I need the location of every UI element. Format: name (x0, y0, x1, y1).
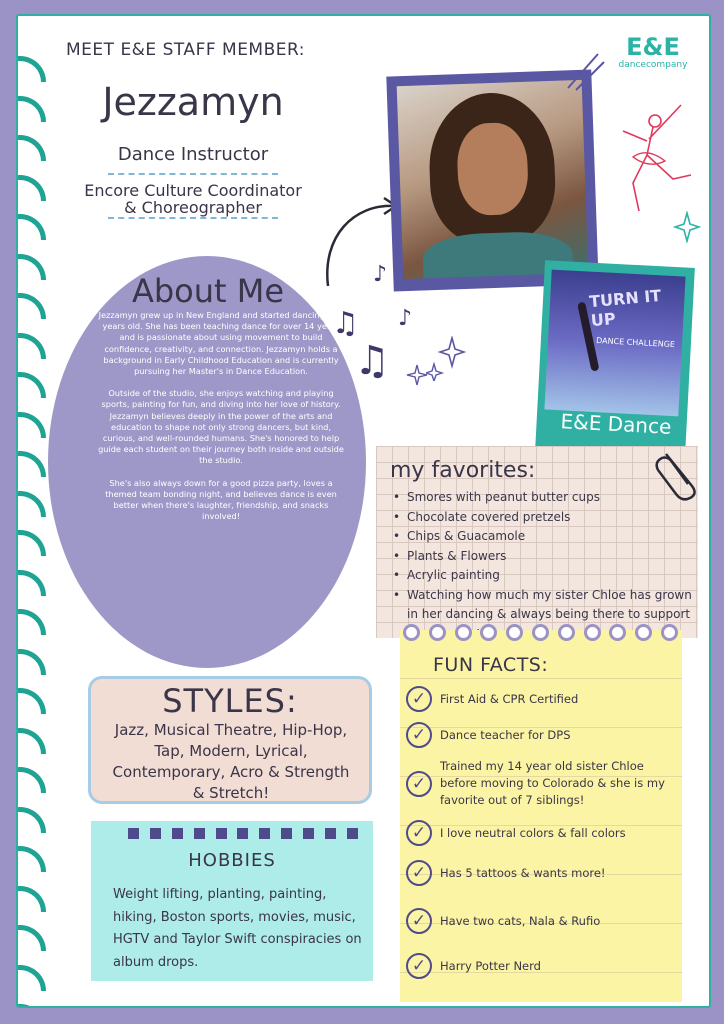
check-circle-icon: ✓ (406, 686, 432, 712)
sparkle-icon (406, 364, 428, 386)
spiral-ring (16, 372, 46, 398)
sparkle-icon (558, 48, 608, 93)
list-item: • Acrylic painting (393, 566, 693, 586)
check-circle-icon: ✓ (406, 820, 432, 846)
spiral-ring (16, 254, 46, 280)
fun-facts-title: FUN FACTS: (433, 654, 549, 676)
music-note-icon: ♫ (354, 338, 390, 384)
dance-photo: TURN IT UP DANCE CHALLENGE (544, 270, 685, 417)
sparkle-icon (673, 211, 701, 243)
styles-title: STYLES: (162, 682, 298, 720)
meet-heading: MEET E&E STAFF MEMBER: (66, 40, 306, 60)
check-circle-icon: ✓ (406, 860, 432, 886)
list-item: ✓ Trained my 14 year old sister Chloe before moving to Colorado & she is my favorite out of 7 siblings! (406, 758, 676, 809)
spiral-ring (16, 609, 46, 635)
list-item: • Chocolate covered pretzels (393, 508, 693, 528)
spiral-ring (16, 649, 46, 675)
list-item: ✓ Has 5 tattoos & wants more! (406, 860, 676, 886)
check-circle-icon: ✓ (406, 722, 432, 748)
list-item: ✓ Have two cats, Nala & Rufio (406, 908, 676, 934)
favorites-list (393, 488, 693, 644)
dance-photo-caption: E&E Dance (560, 409, 672, 439)
check-circle-icon: ✓ (406, 908, 432, 934)
spiral-ring (16, 214, 46, 240)
portrait-photo (397, 80, 589, 279)
spiral-ring (16, 96, 46, 122)
spiral-ring (16, 807, 46, 833)
hobbies-tape (128, 828, 358, 839)
sparkle-icon (426, 336, 466, 381)
spiral-ring (16, 56, 46, 82)
spiral-ring (16, 767, 46, 793)
role-secondary: Encore Culture Coordinator & Choreographer (84, 181, 302, 217)
music-note-icon: ♫ (332, 306, 359, 341)
spiral-ring (16, 451, 46, 477)
about-title: About Me (131, 272, 285, 310)
spiral-ring (16, 1004, 46, 1008)
check-circle-icon: ✓ (406, 953, 432, 979)
spiral-ring (16, 175, 46, 201)
spiral-ring (16, 135, 46, 161)
list-item: ✓ I love neutral colors & fall colors (406, 820, 676, 846)
spiral-ring (16, 570, 46, 596)
spiral-ring (16, 728, 46, 754)
styles-body: Jazz, Musical Theatre, Hip-Hop, Tap, Modern, Lyrical, Contemporary, Acro & Strength & Stretch! (112, 721, 350, 802)
list-item: • Plants & Flowers (393, 547, 693, 567)
spiral-ring (16, 688, 46, 714)
list-item: • Smores with peanut butter cups (393, 488, 693, 508)
list-item: • Chips & Guacamole (393, 527, 693, 547)
about-body: Jezzamyn grew up in New England and started dancing at 6 years old. She has been teaching dance for over 14 years and is passionate about using movement to build confidence, creativity, and connection. Jezzamyn holds a background in Early Childhood Education and is currently pursuing her Master's in Dance Education. Outside of the studio, she enjoys watching and playing sports, painting for fun, and diving into her love of history. Jezzamyn believes deeply in the power of the arts and education to shape not only strong dancers, but kind, curious, and well-rounded humans. She's honored to help guide each student on their journey both inside and outside the studio. She's also always down for a good pizza party, loves a themed team bonding night, and believes dance is even better when there's laughter, friendship, and snacks involved! (98, 310, 344, 522)
list-item: ✓ Harry Potter Nerd (406, 953, 676, 979)
music-note-icon: ♪ (398, 306, 413, 331)
divider (108, 217, 278, 219)
list-item: ✓ First Aid & CPR Certified (406, 686, 676, 712)
spiral-ring (16, 886, 46, 912)
spiral-ring (16, 412, 46, 438)
spiral-ring (16, 846, 46, 872)
flyer-page (16, 14, 711, 1008)
list-item: ✓ Dance teacher for DPS (406, 722, 676, 748)
spiral-ring (16, 925, 46, 951)
divider (108, 173, 278, 175)
spiral-ring (16, 491, 46, 517)
spiral-ring (16, 530, 46, 556)
music-note-icon: ♪ (373, 262, 388, 287)
ballerina-icon (603, 91, 698, 221)
staff-name: Jezzamyn (102, 80, 284, 124)
hobbies-body: Weight lifting, planting, painting, hiking, Boston sports, movies, music, HGTV and Taylor Swift conspiracies on album drops. (113, 887, 362, 970)
company-logo: E&E dancecompany (618, 33, 688, 70)
role-primary: Dance Instructor (117, 144, 269, 165)
notepad-rings (403, 624, 678, 641)
check-circle-icon: ✓ (406, 771, 432, 797)
list-item: • Watching how much my sister Chloe has grown in her dancing & always being there to support (393, 586, 693, 645)
spiral-ring (16, 965, 46, 991)
spiral-ring (16, 293, 46, 319)
hobbies-title: HOBBIES (188, 850, 276, 871)
favorites-title: my favorites: (390, 458, 536, 483)
spiral-ring (16, 333, 46, 359)
